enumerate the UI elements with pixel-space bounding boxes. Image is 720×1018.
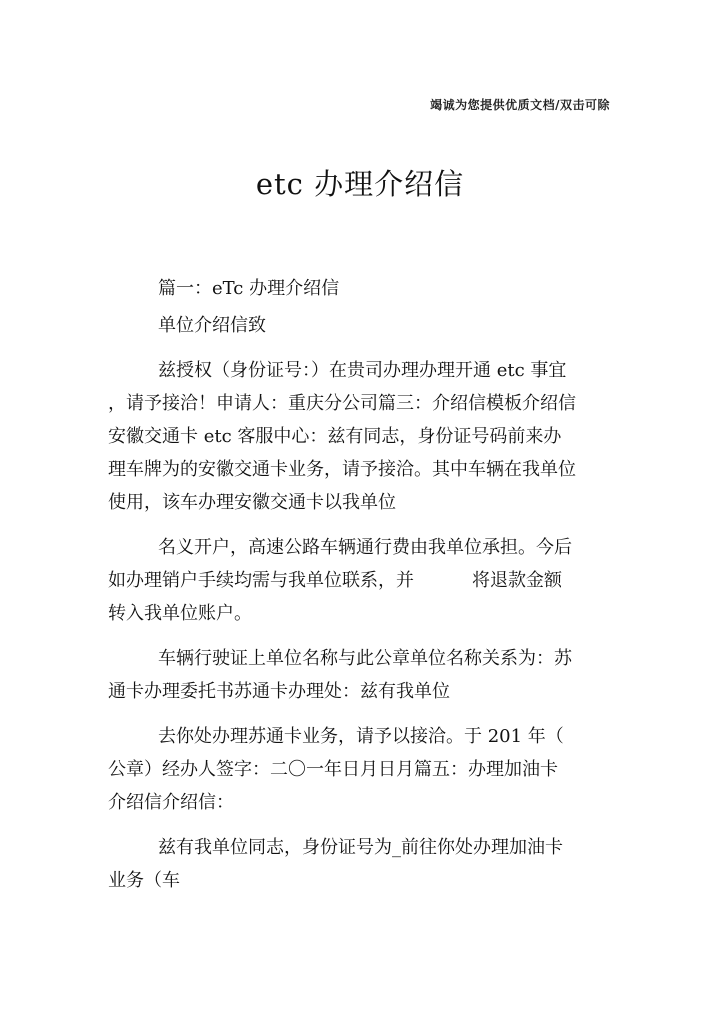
text-line: 兹授权（身份证号：）在贵司办理办理开通 etc 事宜 <box>158 360 567 381</box>
text-line: 理车牌为的安徽交通卡业务，请予接洽。其中车辆在我单位 <box>108 459 576 480</box>
text-line <box>108 564 620 597</box>
text-line: 业务（车 <box>108 870 180 891</box>
text-segment: 将退款金额 <box>472 570 562 591</box>
text-line: 名义开户，高速公路车辆通行费由我单位承担。今后 <box>158 537 572 558</box>
paragraph-addressee: 单位介绍信致 <box>158 315 266 336</box>
text-segment: 如办理销户手续均需与我单位联系，并 <box>108 570 414 591</box>
text-line: 转入我单位账户。 <box>108 603 252 624</box>
document-body <box>108 272 620 897</box>
text-line: 去你处办理苏通卡业务，请予以接洽。于 201 年（ <box>158 726 564 747</box>
text-line: 通卡办理委托书苏通卡办理处：兹有我单位 <box>108 681 450 702</box>
text-line: 安徽交通卡 etc 客服中心：兹有同志，身份证号码前来办 <box>108 426 562 447</box>
paragraph-account <box>108 531 620 630</box>
paragraph-business <box>108 720 620 819</box>
paragraph-authorization <box>108 354 620 519</box>
text-line: 兹有我单位同志，身份证号为_前往你处办理加油卡 <box>158 837 563 858</box>
header-note: 竭诚为您提供优质文档/双击可除 <box>430 98 610 112</box>
text-line: 使用，该车办理安徽交通卡以我单位 <box>108 492 396 513</box>
paragraph-fuel-card <box>108 831 620 897</box>
text-line: 车辆行驶证上单位名称与此公章单位名称关系为：苏 <box>158 648 572 669</box>
paragraph-heading: 篇一：eTc 办理介绍信 <box>158 278 340 299</box>
document-title: etc 办理介绍信 <box>255 167 465 201</box>
text-line: 公章）经办人签字：二〇一年日月日月篇五：办理加油卡 <box>108 759 558 780</box>
text-line: ，请予接洽！申请人：重庆分公司篇三：介绍信模板介绍信 <box>108 393 576 414</box>
text-line: 介绍信介绍信： <box>108 792 234 813</box>
paragraph-license <box>108 642 620 708</box>
